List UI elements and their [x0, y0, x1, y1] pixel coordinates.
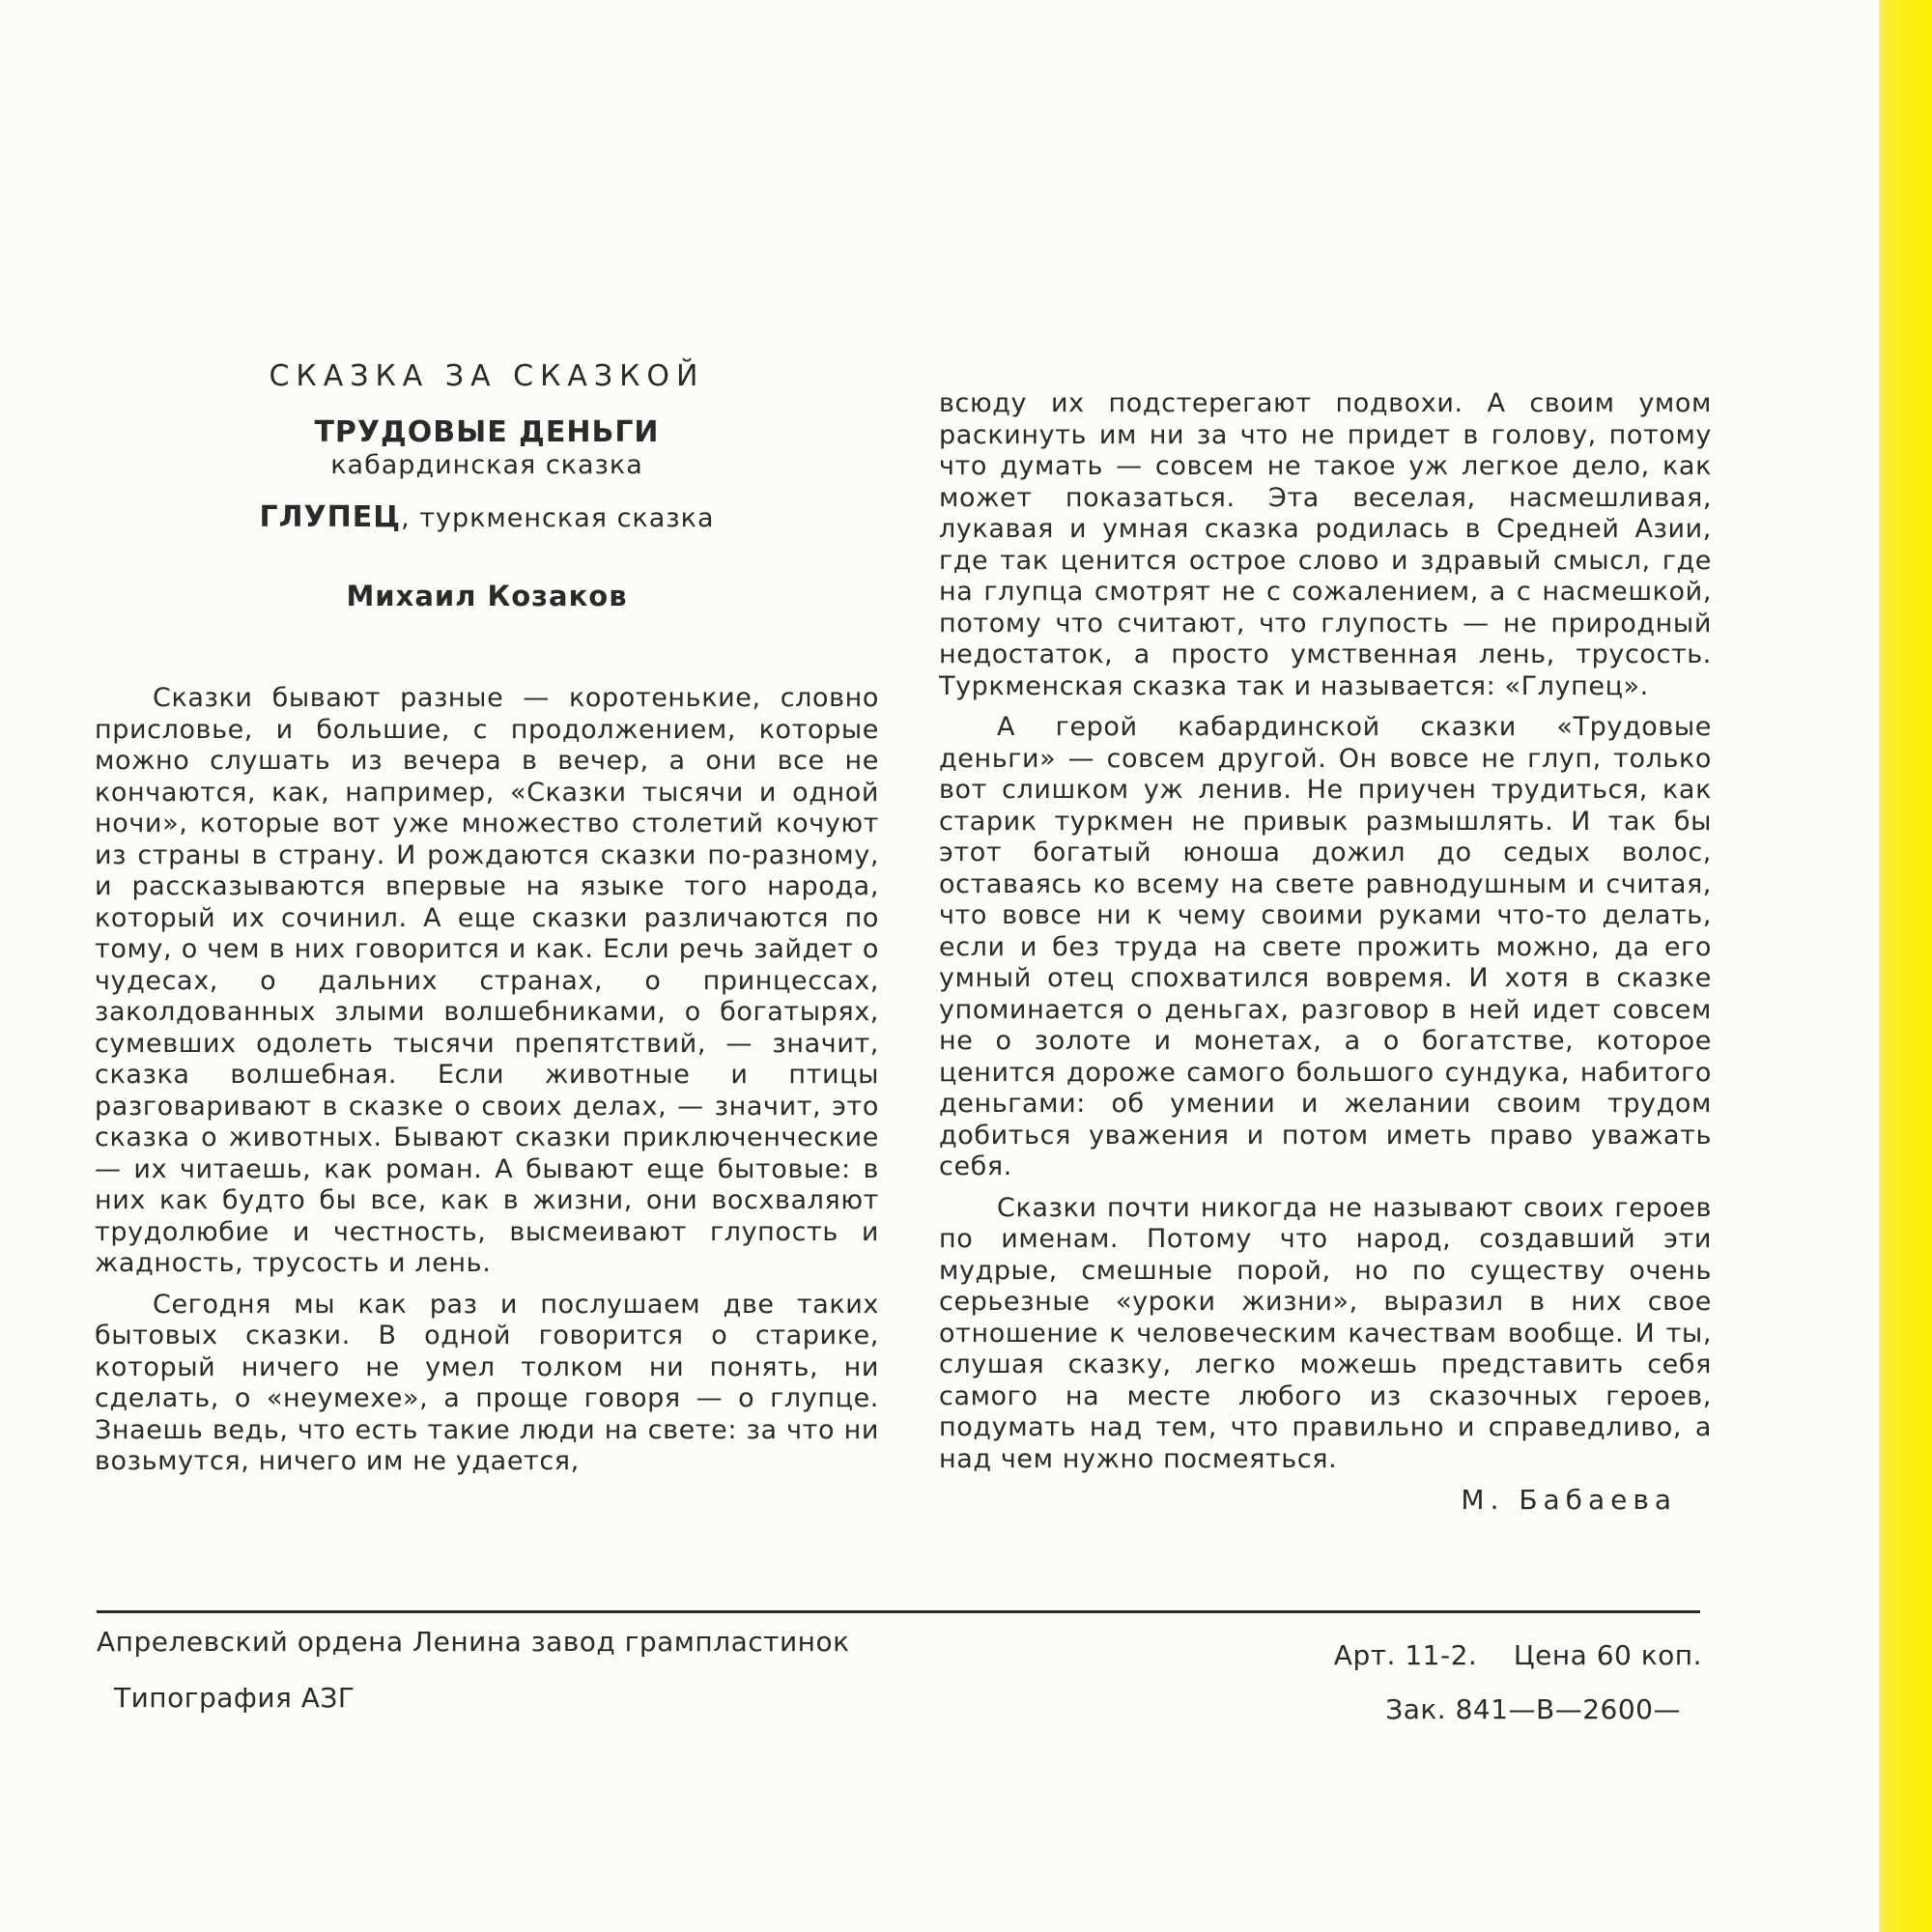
left-paragraph-2: Сегодня мы как раз и послушаем две таких бытовых сказки. В одной говорится о старике, который ничего не умел толком ни понять, ни сделать, о «неумехе», а проще говоря — о глупце. Знаешь ведь, что есть такие люди на свете: за что ни возьмутся, ничего им не удается, — [95, 1289, 879, 1476]
footer-plant: Апрелевский ордена Ленина завод грампластинок — [97, 1626, 850, 1658]
right-paragraph-1: всюду их подстерегают подвохи. А своим умом раскинуть им ни за что не придет в голову, потому что думать — совсем не такое уж легкое дело, как может показаться. Эта веселая, насмешливая, лукавая и умная сказка родилась в Средней Азии, где так ценится острое слово и здравый смысл, где на глупца смотрят не с сожалением, а с насмешкой, потому что считают, что глупость — не природный недостаток, а просто умственная лень, трусость. Туркменская сказка так и называется: «Глупец». — [939, 388, 1712, 701]
right-paragraph-3: Сказки почти никогда не называют своих героев по именам. Потому что народ, создавший эти мудрые, смешные порой, но по существу очень серьезные «уроки жизни», выразил в них свое отношение к человеческим качествам вообще. И ты, слушая сказку, легко можешь представить себя самого на месте любого из сказочных героев, подумать над тем, что правильно и справедливо, а над чем нужно посмеяться. — [939, 1192, 1712, 1474]
footer-printing: Типография АЗГ — [114, 1682, 355, 1714]
left-column — [95, 357, 879, 1488]
story-title-2: ГЛУПЕЦ — [259, 500, 402, 534]
story-title-2-line — [95, 500, 879, 536]
story-subtitle-1: кабардинская сказка — [330, 450, 643, 480]
footer-article-price: Арт. 11-2. Цена 60 коп. — [1333, 1639, 1702, 1671]
story-subtitle-2: , туркменская сказка — [401, 503, 715, 533]
right-paragraph-2: А герой кабардинской сказки «Трудовые деньги» — совсем другой. Он вовсе не глуп, только вот слишком уж ленив. Не приучен трудиться, как старик туркмен не привык размышлять. И так бы этот богатый юноша дожил до седых волос, оставаясь ко всему на свете равнодушным и считая, что вовсе ни к чему своими руками что-то делать, если и без труда на свете прожить можно, да его умный отец спохватился вовремя. И хотя в сказке упоминается о деньгах, разговор в ней идет совсем не о золоте и монетах, а о богатстве, которое ценится дороже самого большого сундука, набитого деньгами: об умении и желании своим трудом добиться уважения и потом иметь право уважать себя. — [939, 712, 1712, 1181]
yellow-edge — [1879, 0, 1932, 1932]
story-title-1: ТРУДОВЫЕ ДЕНЬГИ — [314, 415, 660, 449]
series-title: СКАЗКА ЗА СКАЗКОЙ — [269, 359, 705, 393]
narrator-name: Михаил Козаков — [346, 580, 628, 612]
author-signature: М. Бабаева — [1461, 1484, 1677, 1516]
footer-order-number: Зак. 841—В—2600— — [1385, 1693, 1681, 1725]
left-paragraph-1: Сказки бывают разные — коротенькие, словно присловье, и большие, с продолжением, которые можно слушать из вечера в вечер, а они все не кончаются, как, например, «Сказки тысячи и одной ночи», которые вот уже множество столетий кочуют из страны в страну. И рождаются сказки по-разному, и рассказываются впервые на языке того народа, который их сочинил. А еще сказки различаются по тому, о чем в них говорится и как. Если речь зайдет о чудесах, о дальних странах, о принцессах, заколдованных злыми волшебниками, о богатырях, сумевших одолеть тысячи препятствий, — значит, сказка волшебная. Если животные и птицы разговаривают в сказке о своих делах, — значит, это сказка о животных. Бывают сказки приключенческие — их читаешь, как роман. А бывают еще бытовые: в них как будто бы все, как в жизни, они восхваляют трудолюбие и честность, высмеивают глупость и жадность, трусость и лень. — [95, 683, 879, 1278]
footer-divider — [97, 1610, 1700, 1613]
right-column — [939, 388, 1712, 1517]
